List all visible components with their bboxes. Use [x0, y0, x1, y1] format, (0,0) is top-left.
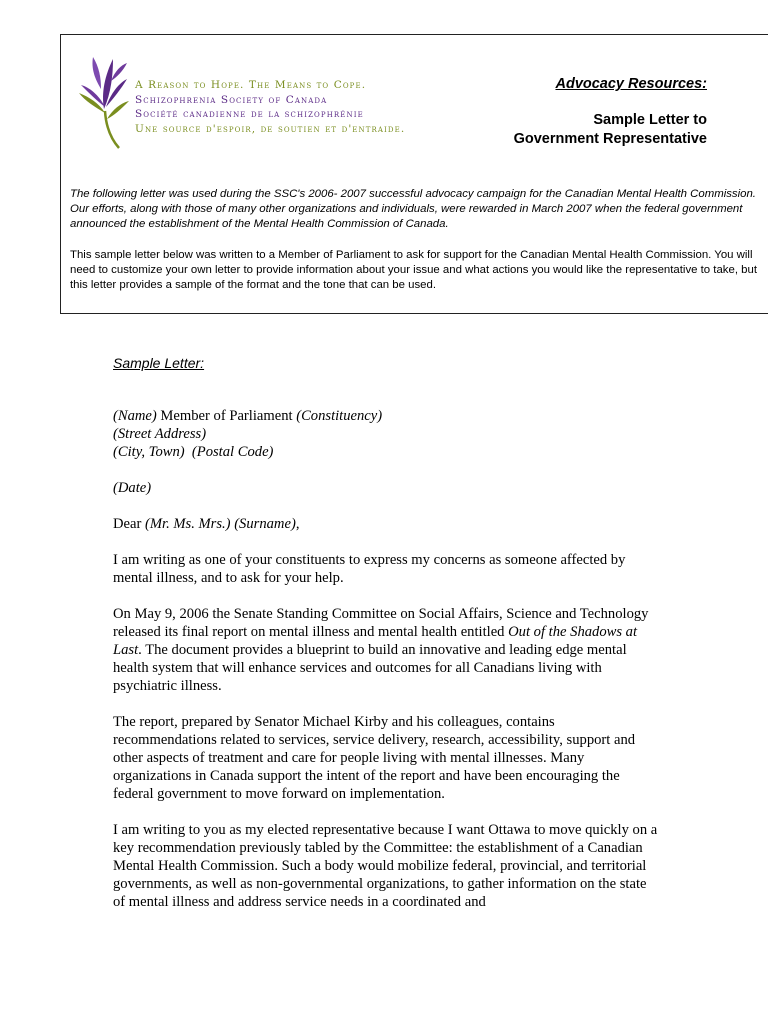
document-title-line2: Government Representative: [513, 131, 707, 147]
logo-org-name-en: Schizophrenia Society of Canada: [135, 93, 328, 106]
paragraph-2-after: . The document provides a blueprint to build an innovative and leading edge mental health system that will enhance services and outcomes for all Canadians living with psychiatric illness.: [113, 642, 627, 694]
salutation-comma: ,: [295, 516, 300, 532]
placeholder-street: (Street Address): [113, 426, 207, 442]
header-box: [60, 34, 768, 314]
date-line: [113, 479, 658, 497]
address-mp: Member of Parliament: [156, 408, 297, 424]
logo-tagline: A Reason to Hope. The Means to Cope.: [135, 79, 367, 91]
placeholder-recipient: (Mr. Ms. Mrs.) (Surname): [145, 516, 296, 532]
intro-campaign-note: The following letter was used during the SSC's 2006- 2007 successful advocacy campaign for the Canadian Mental Health Commission. Our efforts, along with those of many other organizations and individuals, were rewarded in March 2007 when the federal government announced the establishment of the Mental Health Commission of Canada.: [70, 188, 756, 230]
logo-org-name-fr: Société canadienne de la schizophrénie: [135, 108, 364, 120]
salutation-dear: Dear: [113, 516, 146, 532]
placeholder-date: (Date): [113, 480, 152, 496]
logo-tagline-fr: Une source d'espoir, de soutien et d'entraide.: [135, 122, 406, 135]
address-line-name: [113, 407, 658, 425]
placeholder-name: (Name): [113, 408, 157, 424]
address-line-city: [113, 443, 658, 461]
paragraph-4: I am writing to you as my elected representative because I want Ottawa to move quickly on a key recommendation previously tabled by the Committee: the establishment of a Canadian Mental Health Commission. Such a body would mobilize federal, provincial, and territorial governments, as well as non-governmental organizations, to gather information on the state of mental illness and address service needs in a coordinated and: [113, 822, 658, 910]
salutation: [113, 515, 658, 533]
paragraph-2: [113, 605, 658, 695]
paragraph-1: I am writing as one of your constituents to express my concerns as someone affected by mental illness, and to ask for your help.: [113, 552, 626, 586]
paragraph-2-before: On May 9, 2006 the Senate Standing Committee on Social Affairs, Science and Technology released its final report on mental illness and mental health entitled: [113, 606, 649, 640]
address-line-street: [113, 425, 658, 443]
sample-letter-label: Sample Letter:: [113, 355, 205, 371]
letter-body: [113, 407, 658, 911]
placeholder-city: (City, Town) (Postal Code): [113, 444, 274, 460]
placeholder-constituency: (Constituency): [296, 408, 383, 424]
logo-text: [135, 78, 405, 136]
intro-instructions: This sample letter below was written to a Member of Parliament to ask for support for the Canadian Mental Health Commission. You will need to customize your own letter to provide information about your issue and what actions you would like the representative to take, but this letter provides a sample of the format and the tone that can be used.: [70, 249, 757, 291]
paragraph-3: The report, prepared by Senator Michael Kirby and his colleagues, contains recommendations related to services, service delivery, research, accessibility, support and other aspects of treatment and care for people living with mental illnesses. Many organizations in Canada support the intent of the report and have been encouraging the federal government to move forward on implementation.: [113, 714, 636, 802]
document-title-line1: Sample Letter to: [593, 112, 707, 128]
report-title: Out of the Shadows at Last: [113, 624, 638, 658]
advocacy-resources-title: Advocacy Resources:: [555, 76, 707, 92]
iris-logo-icon: [75, 49, 133, 149]
document-title: [514, 111, 707, 149]
